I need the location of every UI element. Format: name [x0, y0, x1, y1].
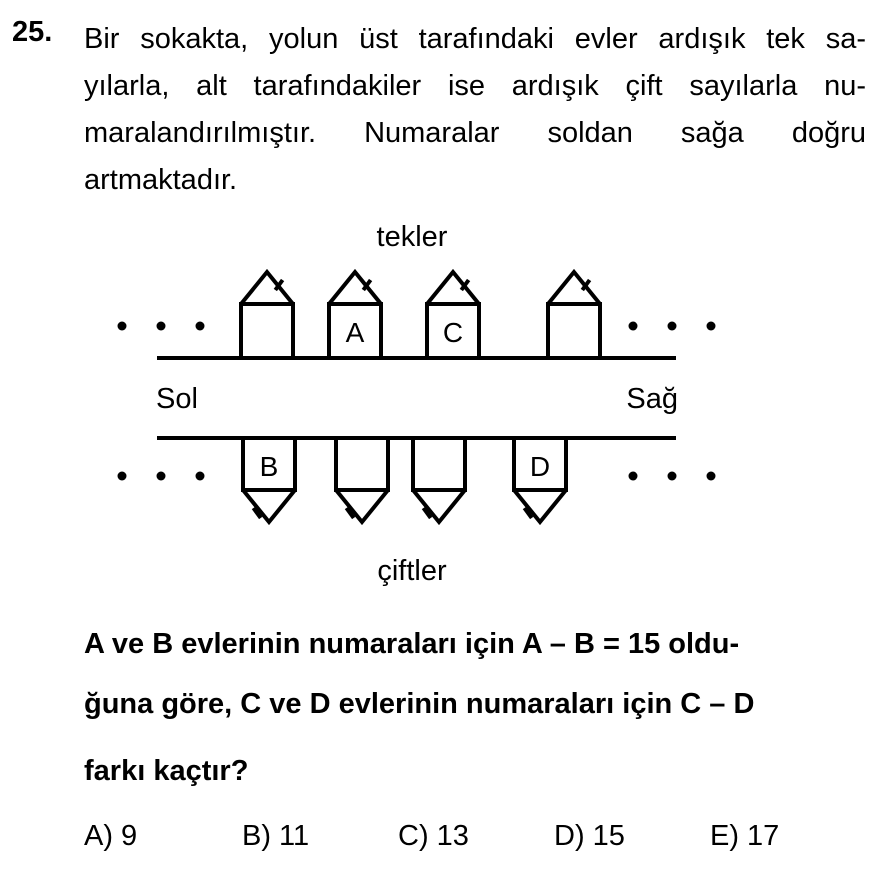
bottom-house-2 — [336, 438, 388, 522]
stem-line-1: Bir sokakta, yolun üst tarafındaki evler ardışık tek sa- — [84, 23, 866, 55]
prompt-line-3: farkı kaçtır? — [84, 755, 249, 787]
ellipsis-dots-bottom-right — [629, 472, 716, 481]
choice-c[interactable]: C) 13 — [398, 820, 469, 852]
top-house-1 — [241, 272, 293, 358]
choice-e[interactable]: E) 17 — [710, 820, 780, 852]
bottom-house-1 — [243, 438, 295, 522]
house-label-B: B — [259, 451, 279, 482]
ellipsis-dots-top-right — [629, 322, 716, 331]
choice-a[interactable]: A) 9 — [84, 820, 138, 852]
prompt-line-2: ğuna göre, C ve D evlerinin numaraları için C – D — [84, 688, 755, 720]
ellipsis-dots-bottom-left — [118, 472, 205, 481]
top-houses — [241, 272, 600, 358]
stem-line-2: yılarla, alt tarafındakiler ise ardışık çift sayılarla nu- — [84, 70, 866, 102]
house-label-C: C — [442, 317, 464, 348]
top-house-4 — [548, 272, 600, 358]
answer-choices — [84, 820, 844, 860]
right-label: Sağ — [626, 383, 678, 415]
bottom-label: çiftler — [377, 555, 447, 587]
bottom-house-4 — [514, 438, 566, 522]
top-label: tekler — [376, 221, 448, 253]
stem-line-4: artmaktadır. — [84, 164, 238, 196]
choice-b[interactable]: B) 11 — [242, 820, 310, 852]
ellipsis-dots-top-left — [118, 322, 205, 331]
top-house-3 — [427, 272, 479, 358]
house-label-A: A — [345, 317, 365, 348]
question-number: 25. — [12, 16, 53, 48]
bottom-house-3 — [413, 438, 465, 522]
stem-line-3: maralandırılmıştır. Numaralar soldan sağa doğru — [84, 117, 866, 149]
top-house-2 — [329, 272, 381, 358]
bottom-houses — [243, 438, 566, 522]
choice-d[interactable]: D) 15 — [554, 820, 625, 852]
prompt-line-1: A ve B evlerinin numaraları için A – B = 15 oldu- — [84, 628, 740, 660]
left-label: Sol — [156, 383, 198, 415]
house-label-D: D — [529, 451, 551, 482]
